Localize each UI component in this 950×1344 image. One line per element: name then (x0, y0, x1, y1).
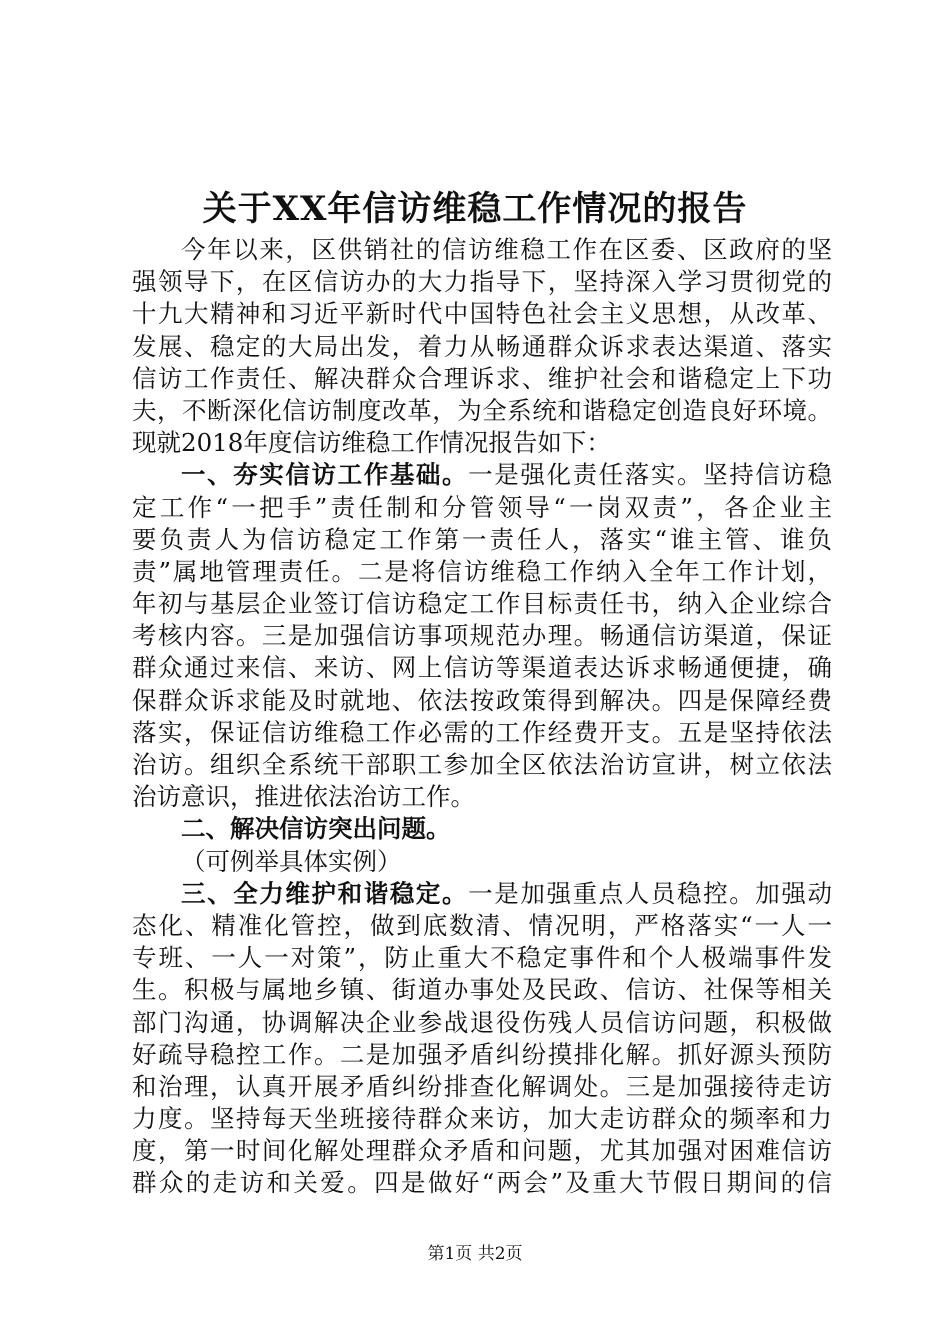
section-heading-3: 三、全力维护和谐稳定。 (181, 878, 469, 908)
paragraph-line: 专班、一人一对策”，防止重大不稳定事件和个人极端事件发 (132, 943, 832, 973)
paragraph-line: 群众的走访和关爱。四是做好“两会”及重大节假日期间的信 (132, 1168, 832, 1198)
paragraph-line: 落实，保证信访维稳工作必需的工作经费开支。五是坚持依法 (132, 717, 832, 747)
paragraph-line: 治访意识，推进依法治访工作。 (132, 782, 475, 812)
example-note: （可例举具体实例） (181, 846, 402, 876)
paragraph-line: 责”属地管理责任。二是将信访维稳工作纳入全年工作计划， (132, 556, 832, 586)
paragraph-line: 发展、稳定的大局出发，着力从畅通群众诉求表达渠道、落实 (132, 331, 832, 361)
paragraph-line: 生。积极与属地乡镇、街道办事处及民政、信访、社保等相关 (132, 975, 832, 1005)
section-line (132, 878, 832, 910)
paragraph-line: 年初与基层企业签订信访稳定工作目标责任书，纳入企业综合 (132, 589, 832, 619)
paragraph-line: 信访工作责任、解决群众合理诉求、维护社会和谐稳定上下功 (132, 363, 832, 393)
paragraph-line: 部门沟通，协调解决企业参战退役伤残人员信访问题，积极做 (132, 1007, 832, 1037)
paragraph-line: 好疏导稳控工作。二是加强矛盾纠纷摸排化解。抓好源头预防 (132, 1039, 832, 1069)
section-text: 一是强化责任落实。坚持信访稳 (468, 460, 833, 490)
section-heading-1: 一、夯实信访工作基础。 (181, 460, 469, 490)
document-title: 关于XX年信访维稳工作情况的报告 (202, 189, 748, 229)
paragraph-line: 现就2018年度信访维稳工作情况报告如下： (132, 428, 611, 458)
paragraph-line: 强领导下，在区信访办的大力指导下，坚持深入学习贯彻党的 (132, 267, 832, 297)
page-number-footer: 第1页 共2页 (427, 1244, 523, 1264)
paragraph-line: 要负责人为信访稳定工作第一责任人，落实“谁主管、谁负 (132, 524, 832, 554)
paragraph-line: 度，第一时间化解处理群众矛盾和问题，尤其加强对困难信访 (132, 1136, 832, 1166)
paragraph-line: 和治理，认真开展矛盾纠纷排查化解调处。三是加强接待走访 (132, 1071, 832, 1101)
paragraph-line: 今年以来，区供销社的信访维稳工作在区委、区政府的坚 (181, 235, 832, 264)
paragraph-line: 定工作“一把手”责任制和分管领导“一岗双责”，各企业主 (132, 492, 832, 522)
paragraph-line: 力度。坚持每天坐班接待群众来访，加大走访群众的频率和力 (132, 1104, 832, 1134)
paragraph-line: 夫，不断深化信访制度改革，为全系统和谐稳定创造良好环境。 (132, 395, 832, 425)
paragraph-line: 态化、精准化管控，做到底数清、情况明，严格落实“一人一 (132, 910, 832, 940)
paragraph-line: 保群众诉求能及时就地、依法按政策得到解决。四是保障经费 (132, 685, 832, 715)
section-heading-2: 二、解决信访突出问题。 (181, 814, 451, 844)
paragraph-line: 治访。组织全系统干部职工参加全区依法治访宣讲，树立依法 (132, 750, 832, 779)
section-text: 一是加强重点人员稳控。加强动 (468, 878, 833, 908)
section-line (132, 459, 832, 491)
paragraph-line: 考核内容。三是加强信访事项规范办理。畅通信访渠道，保证 (132, 621, 832, 651)
document-body (132, 234, 832, 1200)
paragraph-line: 群众通过来信、来访、网上信访等渠道表达诉求畅通便捷，确 (132, 653, 832, 683)
paragraph-line: 十九大精神和习近平新时代中国特色社会主义思想，从改革、 (132, 299, 832, 329)
